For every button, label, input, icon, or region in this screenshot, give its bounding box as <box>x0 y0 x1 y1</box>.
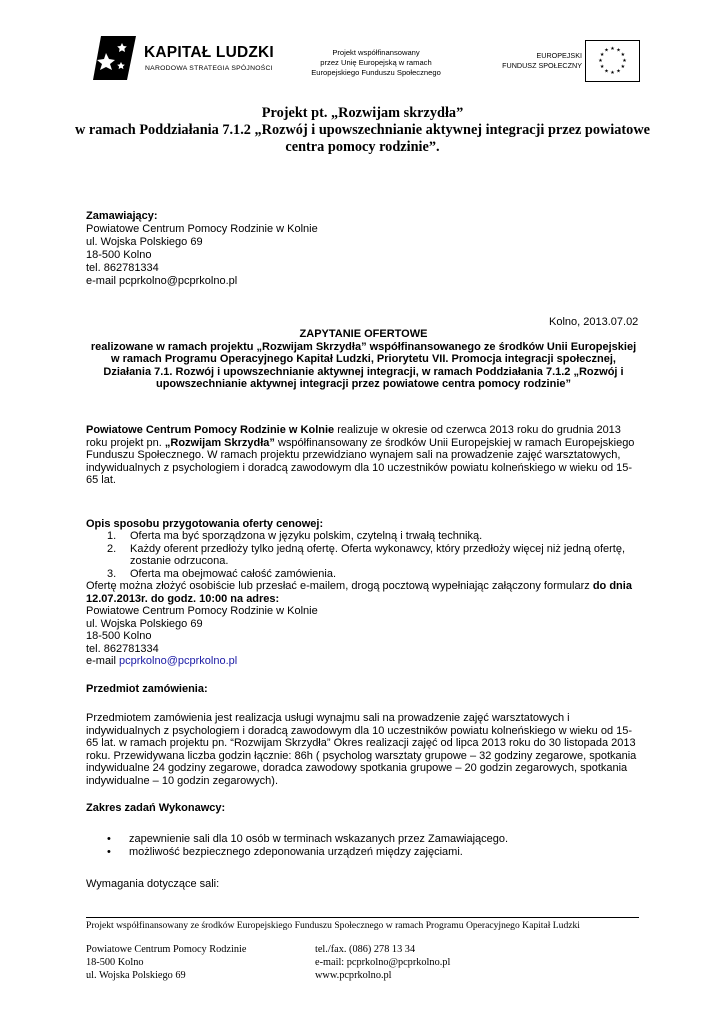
list-text: Każdy oferent przedłoży tylko jedną ofertę. Oferta wykonawcy, który przedłoży więcej niż jedną ofertę, <box>130 543 626 555</box>
client-line: ul. Wojska Polskiego 69 <box>86 236 203 248</box>
logo-subtitle: NARODOWA STRATEGIA SPÓJNOŚCI <box>145 65 273 72</box>
svg-text:★: ★ <box>622 58 627 64</box>
subject-line: indywidualne 24 godziny zegarowe, doradca zawodowy spotkania grupowe – 20 godzin zegarowych, spotkania <box>86 762 628 774</box>
list-text: możliwość bezpiecznego zdeponowania urządzeń między zajęciami. <box>129 846 463 858</box>
footer-contact-line: tel./fax. (086) 278 13 34 <box>315 944 416 955</box>
intro-line: Funduszu Społecznego. W ramach projektu przewidziano wynajem sali na prowadzenie zajęć warsztatowych, <box>86 449 621 461</box>
submission-text: Ofertę można złożyć osobiście lub przesłać e-mailem, drogą pocztową wypełniając załączony formularz <box>86 580 593 592</box>
logo-title: KAPITAŁ LUDZKI <box>144 44 274 61</box>
svg-text:★: ★ <box>599 64 605 70</box>
footer-address-line: ul. Wojska Polskiego 69 <box>86 970 186 981</box>
list-item <box>107 846 463 858</box>
list-item <box>107 530 482 542</box>
inquiry-line: realizowane w ramach projektu „Rozwijam Skrzydła” współfinansowanego ze środków Unii Europejskiej <box>90 341 637 353</box>
svg-text:★: ★ <box>616 47 621 54</box>
svg-text:★: ★ <box>610 70 615 76</box>
list-text: zostanie odrzucona. <box>130 555 229 567</box>
intro-text: realizuje w okresie od czerwca 2013 roku do grudnia 2013 <box>334 424 621 436</box>
intro-text: współfinansowany ze środków Unii Europejskiej w ramach Europejskiego <box>274 437 635 449</box>
intro-text: roku projekt pn. <box>86 437 165 449</box>
bullet-icon: • <box>107 846 111 858</box>
cofinancing-note <box>296 48 456 78</box>
svg-text:★: ★ <box>620 52 626 58</box>
svg-text:★: ★ <box>599 52 605 58</box>
svg-text:★: ★ <box>616 68 621 75</box>
client-line: 18-500 Kolno <box>86 249 152 261</box>
email-label: e-mail <box>86 655 120 667</box>
submission-deadline: do dnia <box>592 580 632 592</box>
inquiry-line: Działania 7.1. Rozwój i upowszechnianie aktywnej integracji, w ramach Poddziałania 7.1.2 „Rozwój i <box>103 366 624 378</box>
footer-contact-line: e-mail: pcprkolno@pcprkolno.pl <box>315 957 451 968</box>
email-link[interactable]: pcprkolno@pcprkolno.pl <box>119 655 238 667</box>
efs-line: FUNDUSZ SPOŁECZNY <box>502 61 582 70</box>
intro-line <box>86 424 621 436</box>
address-line: ul. Wojska Polskiego 69 <box>86 618 203 630</box>
intro-line: 65 lat. <box>86 474 116 486</box>
svg-text:★: ★ <box>604 47 609 54</box>
inquiry-line: w ramach Programu Operacyjnego Kapitał Ludzki, Priorytetu VII. Promocja integracji społecznej, <box>111 353 616 365</box>
svg-text:★: ★ <box>620 64 626 70</box>
client-email: e-mail pcprkolno@pcprkolno.pl <box>86 275 238 287</box>
svg-text:★: ★ <box>598 58 603 64</box>
submission-deadline: 12.07.2013r. do godz. 10:00 na adres: <box>86 593 280 605</box>
room-requirements-heading: Wymagania dotyczące sali: <box>86 878 220 890</box>
subject-heading: Przedmiot zamówienia: <box>86 683 208 695</box>
cofinancing-line: Europejskiego Funduszu Społecznego <box>311 68 441 77</box>
footer-divider <box>86 917 639 918</box>
list-item <box>107 833 508 845</box>
efs-line: EUROPEJSKI <box>536 51 582 60</box>
list-text: zapewnienie sali dla 10 osób w terminach wskazanych przez Zamawiającego. <box>129 833 509 845</box>
svg-text:★: ★ <box>610 46 615 52</box>
cofinancing-line: przez Unię Europejską w ramach <box>320 58 432 67</box>
client-line: tel. 862781334 <box>86 262 159 274</box>
address-line: tel. 862781334 <box>86 643 159 655</box>
project-title-line: centra pomocy rodzinie”. <box>285 139 440 155</box>
svg-text:★: ★ <box>604 68 609 75</box>
list-item-continuation <box>107 555 228 567</box>
cofinancing-line: Projekt współfinansowany <box>332 48 420 57</box>
client-heading: Zamawiający: <box>86 210 158 222</box>
offer-prep-heading: Opis sposobu przygotowania oferty cenowej: <box>86 518 324 530</box>
footer-note: Projekt współfinansowany ze środków Europejskiego Funduszu Społecznego w ramach Programu Operacyjnego Kapitał Ludzki <box>86 920 580 931</box>
list-text: Oferta ma być sporządzona w języku polskim, czytelną i trwałą techniką. <box>130 530 483 542</box>
subject-line: indywidualne – 10 godzin zegarowych). <box>86 775 279 787</box>
inquiry-heading: ZAPYTANIE OFERTOWE <box>299 328 428 340</box>
intro-org-name: Powiatowe Centrum Pomocy Rodzinie w Kolnie <box>86 424 335 436</box>
subject-line: roku. Przewidywana liczba godzin łącznie: 86h ( psycholog warsztaty grupowe – 32 godziny zegarowe, spotkania <box>86 750 637 762</box>
project-title <box>60 105 665 156</box>
intro-line <box>86 437 634 449</box>
address-line: Powiatowe Centrum Pomocy Rodzinie w Kolnie <box>86 605 318 617</box>
address-email-line <box>86 655 237 667</box>
submission-line <box>86 580 632 592</box>
client-line: Powiatowe Centrum Pomocy Rodzinie w Kolnie <box>86 223 318 235</box>
footer-address-line: 18-500 Kolno <box>86 957 144 968</box>
intro-line: indywidualnych z psychologiem i doradcą zawodowym dla 10 uczestników powiatu kolneńskiego w wieku od 15- <box>86 462 633 474</box>
place-date: Kolno, 2013.07.02 <box>549 316 639 328</box>
tasks-heading: Zakres zadań Wykonawcy: <box>86 802 226 814</box>
project-title-line: Projekt pt. „Rozwijam skrzydła” <box>261 105 464 121</box>
intro-project-name: „Rozwijam Skrzydła” <box>164 437 275 449</box>
address-line: 18-500 Kolno <box>86 630 152 642</box>
footer-contact-line: www.pcprkolno.pl <box>315 970 392 981</box>
subject-line: 65 lat. w ramach projektu pn. “Rozwijam Skrzydła” Okres realizacji zajęć od lipca 2013 roku do 30 listopada 2013 <box>86 737 636 749</box>
list-text: Oferta ma obejmować całość zamówienia. <box>130 568 337 580</box>
list-item <box>107 568 336 580</box>
footer-address-line: Powiatowe Centrum Pomocy Rodzinie <box>86 944 247 955</box>
list-number: 2. <box>107 543 117 555</box>
list-item <box>107 543 625 555</box>
eu-flag-icon <box>585 40 640 82</box>
subject-line: Przedmiotem zamówienia jest realizacja usługi wynajmu sali na prowadzenie zajęć warsztatowych i <box>86 712 570 724</box>
inquiry-line: upowszechnianie aktywnej integracji przez powiatowe centra pomocy rodzinie” <box>155 378 572 390</box>
bullet-icon: • <box>107 833 111 845</box>
subject-line: indywidualnych z psychologiem i doradcą zawodowym dla 10 uczestników powiatu kolneńskiego w wieku od 15- <box>86 725 633 737</box>
project-title-line: w ramach Poddziałania 7.1.2 „Rozwój i upowszechnianie aktywnej integracji przez powiatowe <box>75 122 650 138</box>
kapital-ludzki-emblem-icon <box>92 34 142 82</box>
list-number: 3. <box>107 568 117 580</box>
list-number: 1. <box>107 530 117 542</box>
efs-label <box>492 51 582 71</box>
kapital-ludzki-logo <box>92 34 277 84</box>
